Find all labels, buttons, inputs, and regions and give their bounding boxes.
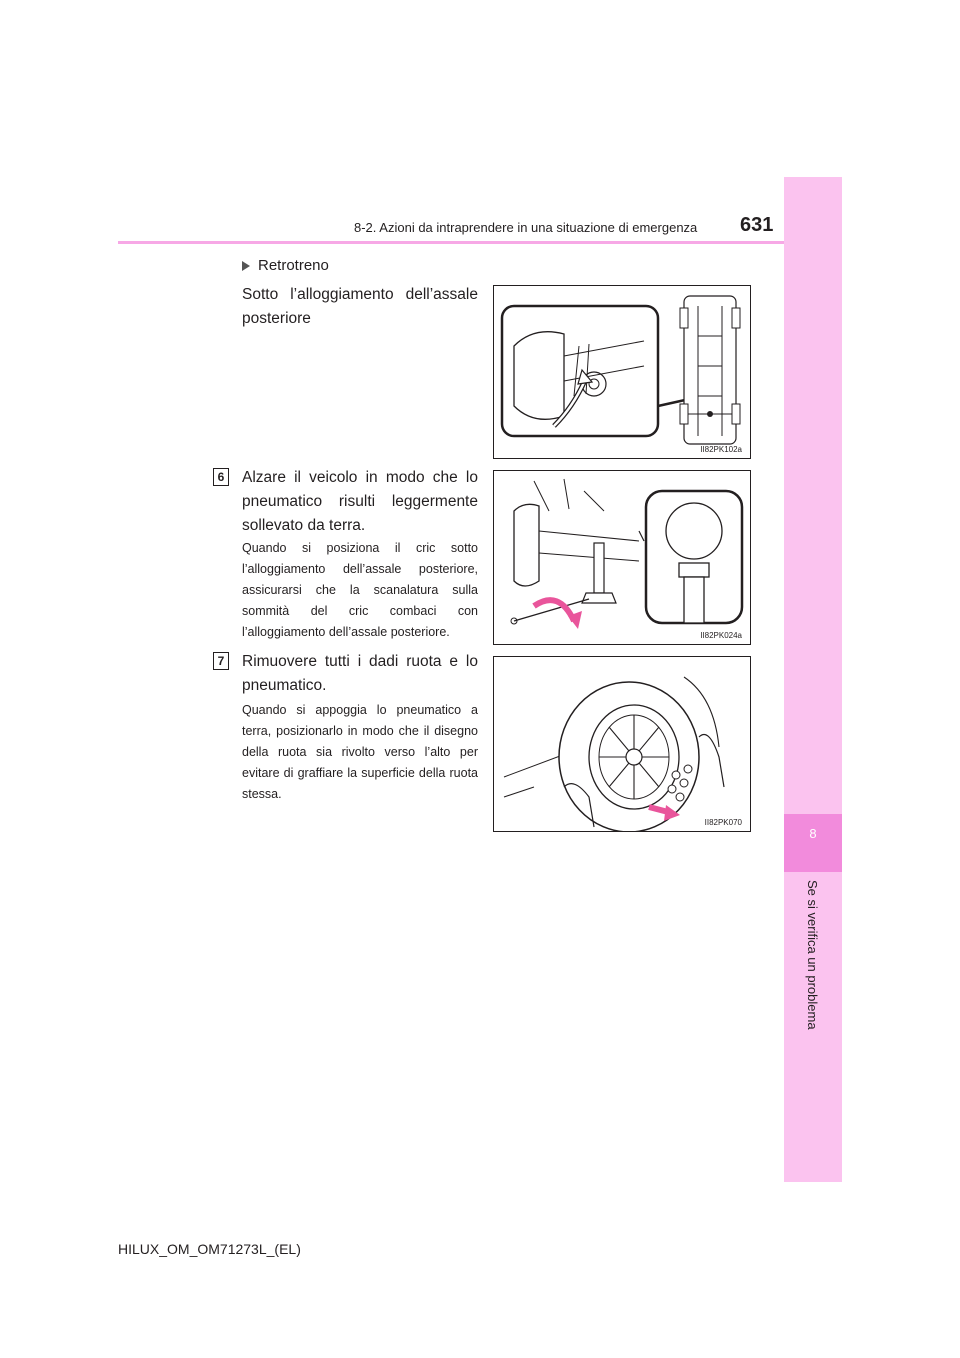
- figure-remove-wheel: [493, 656, 751, 832]
- bullet-text: Retrotreno: [258, 257, 329, 274]
- triangle-bullet-icon: [242, 261, 250, 271]
- bullet-item: [242, 257, 329, 274]
- jack-lift-illustration: [494, 471, 750, 644]
- chapter-number-block: [784, 814, 842, 872]
- page-number: 631: [740, 214, 774, 236]
- section-title: 8-2. Azioni da intraprendere in una situazione di emergenza: [354, 220, 698, 235]
- rear-axle-illustration: [494, 286, 750, 458]
- chapter-number: 8: [809, 826, 817, 841]
- remove-wheel-illustration: [494, 657, 750, 831]
- intro-text: Sotto l’alloggiamento dell’assale posteriore: [242, 286, 478, 327]
- step-number-6: 6: [213, 468, 229, 486]
- figure-code: II82PK024a: [700, 631, 742, 640]
- step-6-text: Alzare il veicolo in modo che lo pneumatico risulti leggermente sollevato da terra.: [242, 469, 478, 534]
- step-6-note: Quando si posiziona il cric sotto l’alloggiamento dell’assale posteriore, assicurarsi che la scanalatura sulla sommità del cric combaci con l’alloggiamento dell’assale posteriore.: [242, 541, 478, 639]
- figure-jack-lift: [493, 470, 751, 645]
- step-7-note: Quando si appoggia lo pneumatico a terra, posizionarlo in modo che il disegno della ruota sia rivolto verso l’alto per evitare di graffiare la superficie della ruota stessa.: [242, 703, 478, 801]
- figure-rear-jack-point: [493, 285, 751, 459]
- step-7-text: Rimuovere tutti i dadi ruota e lo pneumatico.: [242, 653, 478, 694]
- header-rule: [118, 241, 784, 244]
- figure-code: II82PK070: [704, 818, 742, 827]
- step-number-7: 7: [213, 652, 229, 670]
- figure-code: II82PK102a: [700, 445, 742, 454]
- document-id: HILUX_OM_OM71273L_(EL): [118, 1241, 301, 1257]
- chapter-title: Se si verifica un problema: [805, 880, 820, 1030]
